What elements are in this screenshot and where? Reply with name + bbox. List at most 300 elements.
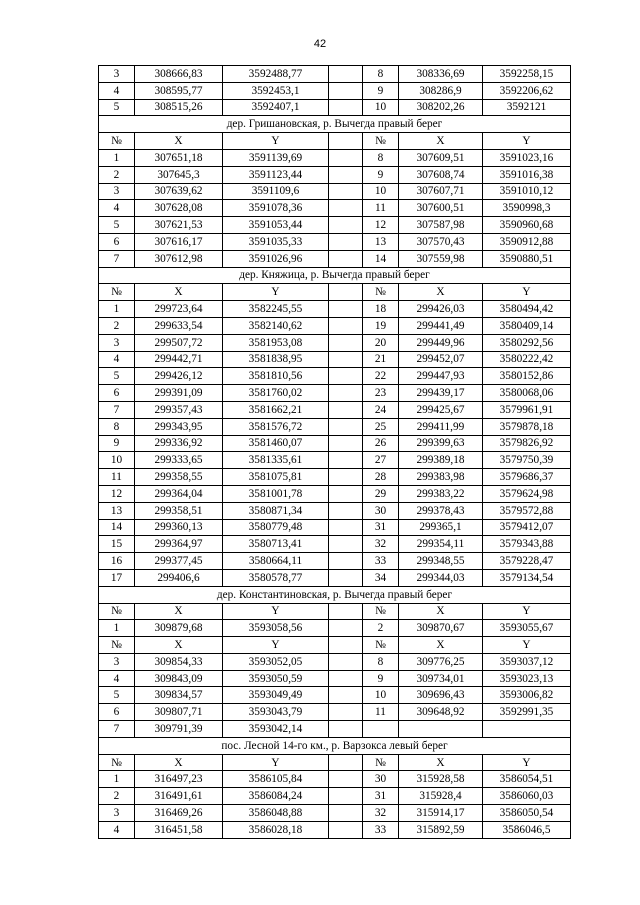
table-cell: 3592488,77	[223, 66, 329, 83]
table-cell: 2	[363, 620, 399, 637]
table-row	[99, 788, 571, 805]
table-cell: 3586084,24	[223, 788, 329, 805]
table-cell: 17	[99, 569, 135, 586]
table-cell: 3591109,6	[223, 183, 329, 200]
table-header-row	[99, 284, 571, 301]
table-cell	[329, 317, 363, 334]
table-cell	[329, 821, 363, 838]
section-title: дер. Константиновская, р. Вычегда правый берег	[99, 586, 571, 603]
table-cell: 315892,59	[399, 821, 483, 838]
table-cell: 14	[363, 250, 399, 267]
table-cell: 22	[363, 368, 399, 385]
table-cell	[329, 553, 363, 570]
table-cell	[399, 721, 483, 738]
table-cell: 3591026,96	[223, 250, 329, 267]
table-cell: 3593055,67	[483, 620, 571, 637]
section-title-row	[99, 737, 571, 754]
table-row	[99, 519, 571, 536]
table-cell: 34	[363, 569, 399, 586]
table-cell: 3580578,77	[223, 569, 329, 586]
table-cell: 10	[363, 99, 399, 116]
table-cell: 3591123,44	[223, 166, 329, 183]
table-cell: 12	[363, 217, 399, 234]
table-cell: 3593050,59	[223, 670, 329, 687]
table-cell: 2	[99, 166, 135, 183]
table-cell: 307600,51	[399, 200, 483, 217]
table-cell: 13	[99, 502, 135, 519]
header-cell: X	[399, 754, 483, 771]
table-cell: 3581810,56	[223, 368, 329, 385]
table-row	[99, 166, 571, 183]
table-cell: 3582140,62	[223, 317, 329, 334]
table-cell: 3579343,88	[483, 536, 571, 553]
table-cell: 299449,96	[399, 334, 483, 351]
table-cell: 16	[99, 553, 135, 570]
table-cell: 5	[99, 368, 135, 385]
table-cell: 299358,51	[135, 502, 223, 519]
table-cell	[329, 502, 363, 519]
table-cell: 3	[99, 334, 135, 351]
table-cell: 21	[363, 351, 399, 368]
header-cell: X	[399, 284, 483, 301]
table-cell: 299365,1	[399, 519, 483, 536]
table-header-row	[99, 133, 571, 150]
table-cell	[329, 217, 363, 234]
table-cell: 299507,72	[135, 334, 223, 351]
table-cell: 5	[99, 687, 135, 704]
table-cell	[329, 66, 363, 83]
table-cell: 30	[363, 502, 399, 519]
table-cell: 3592453,1	[223, 82, 329, 99]
table-cell: 3579134,54	[483, 569, 571, 586]
table-header-row	[99, 754, 571, 771]
table-row	[99, 687, 571, 704]
table-cell: 3590880,51	[483, 250, 571, 267]
table-row	[99, 351, 571, 368]
section-title-row	[99, 586, 571, 603]
table-row	[99, 553, 571, 570]
table-cell: 3579826,92	[483, 435, 571, 452]
table-cell: 4	[99, 351, 135, 368]
table-cell: 23	[363, 385, 399, 402]
table-cell: 309834,57	[135, 687, 223, 704]
table-cell: 6	[99, 233, 135, 250]
table-cell: 9	[99, 435, 135, 452]
table-cell	[329, 704, 363, 721]
table-cell: 8	[363, 66, 399, 83]
table-cell: 3586028,18	[223, 821, 329, 838]
table-cell: 307570,43	[399, 233, 483, 250]
table-row	[99, 485, 571, 502]
table-row	[99, 721, 571, 738]
table-cell	[329, 788, 363, 805]
table-cell: 308595,77	[135, 82, 223, 99]
table-cell: 3579572,88	[483, 502, 571, 519]
table-cell	[329, 805, 363, 822]
table-cell: 3581075,81	[223, 469, 329, 486]
table-cell: 3579412,07	[483, 519, 571, 536]
table-cell: 315914,17	[399, 805, 483, 822]
table-cell: 28	[363, 469, 399, 486]
table-cell: 8	[99, 418, 135, 435]
header-cell: №	[363, 637, 399, 654]
table-cell	[363, 721, 399, 738]
table-cell: 3590960,68	[483, 217, 571, 234]
table-cell: 14	[99, 519, 135, 536]
table-cell: 3579750,39	[483, 452, 571, 469]
table-row	[99, 233, 571, 250]
table-cell: 3	[99, 66, 135, 83]
table-cell: 3586054,51	[483, 771, 571, 788]
table-cell: 3592407,1	[223, 99, 329, 116]
table-cell	[329, 99, 363, 116]
table-cell: 32	[363, 536, 399, 553]
table-cell	[329, 485, 363, 502]
header-cell: №	[99, 133, 135, 150]
table-cell: 307651,18	[135, 149, 223, 166]
table-row	[99, 385, 571, 402]
header-cell: Y	[483, 133, 571, 150]
table-cell: 1	[99, 620, 135, 637]
table-cell: 309879,68	[135, 620, 223, 637]
table-cell: 3586060,03	[483, 788, 571, 805]
table-cell	[329, 250, 363, 267]
table-cell: 3593037,12	[483, 653, 571, 670]
table-cell: 9	[363, 166, 399, 183]
table-row	[99, 99, 571, 116]
table-cell: 299439,17	[399, 385, 483, 402]
table-cell: 29	[363, 485, 399, 502]
header-cell: X	[399, 637, 483, 654]
header-cell: X	[135, 754, 223, 771]
table-cell: 26	[363, 435, 399, 452]
header-cell: X	[135, 603, 223, 620]
table-cell: 1	[99, 771, 135, 788]
table-cell	[329, 166, 363, 183]
table-cell: 3591035,33	[223, 233, 329, 250]
table-cell: 299452,07	[399, 351, 483, 368]
table-cell	[329, 82, 363, 99]
table-cell: 3593052,05	[223, 653, 329, 670]
table-cell: 307639,62	[135, 183, 223, 200]
table-cell: 3581001,78	[223, 485, 329, 502]
table-cell: 3592206,62	[483, 82, 571, 99]
table-row	[99, 317, 571, 334]
table-cell: 308286,9	[399, 82, 483, 99]
table-row	[99, 670, 571, 687]
table-cell	[329, 183, 363, 200]
table-cell	[329, 620, 363, 637]
table-cell: 3	[99, 653, 135, 670]
table-cell: 299383,22	[399, 485, 483, 502]
table-cell: 299391,09	[135, 385, 223, 402]
table-cell: 5	[99, 217, 135, 234]
header-cell: Y	[483, 603, 571, 620]
table-cell: 3580871,34	[223, 502, 329, 519]
table-cell: 299723,64	[135, 301, 223, 318]
table-cell: 3586048,88	[223, 805, 329, 822]
table-row	[99, 469, 571, 486]
table-cell: 3581460,07	[223, 435, 329, 452]
table-cell: 3579686,37	[483, 469, 571, 486]
table-row	[99, 704, 571, 721]
header-cell: X	[135, 637, 223, 654]
header-cell: X	[135, 284, 223, 301]
table-cell	[329, 469, 363, 486]
table-cell	[329, 771, 363, 788]
table-row	[99, 200, 571, 217]
table-cell: 309791,39	[135, 721, 223, 738]
header-cell: Y	[483, 637, 571, 654]
header-cell: X	[399, 603, 483, 620]
table-row	[99, 771, 571, 788]
table-cell: 3580494,42	[483, 301, 571, 318]
table-cell: 307628,08	[135, 200, 223, 217]
table-cell	[329, 233, 363, 250]
table-row	[99, 183, 571, 200]
table-cell: 3580779,48	[223, 519, 329, 536]
table-cell	[329, 687, 363, 704]
header-cell: №	[99, 637, 135, 654]
table-cell	[329, 334, 363, 351]
table-cell: 2	[99, 788, 135, 805]
table-cell: 3580409,14	[483, 317, 571, 334]
table-cell: 1	[99, 301, 135, 318]
table-cell: 4	[99, 821, 135, 838]
table-cell: 308515,26	[135, 99, 223, 116]
table-row	[99, 217, 571, 234]
header-cell: №	[99, 284, 135, 301]
table-cell	[329, 653, 363, 670]
table-cell	[329, 670, 363, 687]
page-number: 42	[313, 38, 327, 50]
table-cell: 299411,99	[399, 418, 483, 435]
section-title-row	[99, 116, 571, 133]
table-cell: 299406,6	[135, 569, 223, 586]
table-cell: 31	[363, 788, 399, 805]
table-cell: 299364,04	[135, 485, 223, 502]
table-cell: 8	[363, 653, 399, 670]
table-cell: 3591010,12	[483, 183, 571, 200]
table-cell	[329, 368, 363, 385]
table-cell: 11	[363, 200, 399, 217]
table-cell: 3579228,47	[483, 553, 571, 570]
section-title-row	[99, 267, 571, 284]
header-cell: Y	[223, 603, 329, 620]
table-cell: 315928,58	[399, 771, 483, 788]
table-cell: 299364,97	[135, 536, 223, 553]
table-row	[99, 401, 571, 418]
table-row	[99, 82, 571, 99]
table-cell: 7	[99, 401, 135, 418]
table-cell: 299633,54	[135, 317, 223, 334]
table-cell: 307609,51	[399, 149, 483, 166]
header-cell	[329, 754, 363, 771]
table-cell: 299426,12	[135, 368, 223, 385]
table-cell: 3593006,82	[483, 687, 571, 704]
header-cell: X	[135, 133, 223, 150]
table-cell: 299336,92	[135, 435, 223, 452]
table-cell: 3581953,08	[223, 334, 329, 351]
section-title: дер. Гришановская, р. Вычегда правый берег	[99, 116, 571, 133]
table-cell: 6	[99, 385, 135, 402]
table-cell	[329, 569, 363, 586]
table-cell: 7	[99, 250, 135, 267]
header-cell: №	[363, 754, 399, 771]
table-cell: 4	[99, 82, 135, 99]
table-cell: 18	[363, 301, 399, 318]
table-row	[99, 250, 571, 267]
table-cell: 299442,71	[135, 351, 223, 368]
table-row	[99, 653, 571, 670]
table-row	[99, 301, 571, 318]
table-cell	[329, 536, 363, 553]
table-cell: 309648,92	[399, 704, 483, 721]
table-cell: 307608,74	[399, 166, 483, 183]
table-cell: 3581760,02	[223, 385, 329, 402]
table-cell: 308666,83	[135, 66, 223, 83]
table-cell: 3581662,21	[223, 401, 329, 418]
table-cell	[329, 721, 363, 738]
table-cell: 25	[363, 418, 399, 435]
header-cell	[329, 284, 363, 301]
table-cell: 299358,55	[135, 469, 223, 486]
table-cell: 3591016,38	[483, 166, 571, 183]
table-cell: 10	[363, 183, 399, 200]
table-cell: 4	[99, 670, 135, 687]
table-cell: 299441,49	[399, 317, 483, 334]
table-cell: 1	[99, 149, 135, 166]
table-cell: 308202,26	[399, 99, 483, 116]
table-cell	[329, 418, 363, 435]
table-cell: 316491,61	[135, 788, 223, 805]
table-cell: 4	[99, 200, 135, 217]
header-cell: №	[363, 284, 399, 301]
header-cell: Y	[483, 284, 571, 301]
table-cell: 13	[363, 233, 399, 250]
table-cell: 309807,71	[135, 704, 223, 721]
table-cell: 307645,3	[135, 166, 223, 183]
table-cell: 3586105,84	[223, 771, 329, 788]
table-cell: 3579961,91	[483, 401, 571, 418]
table-cell: 3586050,54	[483, 805, 571, 822]
header-cell: №	[99, 603, 135, 620]
table-row	[99, 435, 571, 452]
table-cell: 299333,65	[135, 452, 223, 469]
table-cell: 309854,33	[135, 653, 223, 670]
table-cell: 11	[363, 704, 399, 721]
header-cell: №	[363, 133, 399, 150]
table-cell: 307559,98	[399, 250, 483, 267]
table-cell: 3581838,95	[223, 351, 329, 368]
table-cell: 3581335,61	[223, 452, 329, 469]
table-cell: 3593043,79	[223, 704, 329, 721]
table-cell: 315928,4	[399, 788, 483, 805]
table-cell: 6	[99, 704, 135, 721]
table-row	[99, 149, 571, 166]
table-cell: 299377,45	[135, 553, 223, 570]
table-cell: 309696,43	[399, 687, 483, 704]
header-cell	[329, 603, 363, 620]
table-row	[99, 620, 571, 637]
table-cell: 7	[99, 721, 135, 738]
table-cell: 309870,67	[399, 620, 483, 637]
table-cell: 299399,63	[399, 435, 483, 452]
table-cell: 10	[99, 452, 135, 469]
table-cell: 316451,58	[135, 821, 223, 838]
table-cell: 3586046,5	[483, 821, 571, 838]
table-cell: 11	[99, 469, 135, 486]
table-cell: 19	[363, 317, 399, 334]
table-cell	[329, 385, 363, 402]
table-cell: 299389,18	[399, 452, 483, 469]
table-cell: 3593049,49	[223, 687, 329, 704]
table-cell: 9	[363, 82, 399, 99]
table-cell: 3580292,56	[483, 334, 571, 351]
header-cell: №	[99, 754, 135, 771]
table-cell: 3580222,42	[483, 351, 571, 368]
table-cell: 32	[363, 805, 399, 822]
table-row	[99, 66, 571, 83]
table-cell: 8	[363, 149, 399, 166]
header-cell: Y	[223, 133, 329, 150]
table-row	[99, 821, 571, 838]
table-cell: 33	[363, 553, 399, 570]
table-cell	[329, 200, 363, 217]
table-row	[99, 334, 571, 351]
table-cell: 3593023,13	[483, 670, 571, 687]
table-cell: 299360,13	[135, 519, 223, 536]
table-row	[99, 569, 571, 586]
header-cell	[329, 637, 363, 654]
table-cell: 307612,98	[135, 250, 223, 267]
table-cell	[329, 149, 363, 166]
table-cell: 3582245,55	[223, 301, 329, 318]
table-cell: 9	[363, 670, 399, 687]
header-cell: Y	[223, 754, 329, 771]
table-cell: 3591139,69	[223, 149, 329, 166]
table-row	[99, 368, 571, 385]
header-cell: Y	[483, 754, 571, 771]
section-title: пос. Лесной 14-го км., р. Варзокса левый берег	[99, 737, 571, 754]
table-cell: 5	[99, 99, 135, 116]
table-cell: 30	[363, 771, 399, 788]
table-cell: 10	[363, 687, 399, 704]
table-cell: 299344,03	[399, 569, 483, 586]
header-cell: Y	[223, 637, 329, 654]
table-cell: 3591053,44	[223, 217, 329, 234]
table-cell	[329, 519, 363, 536]
table-cell: 299343,95	[135, 418, 223, 435]
coordinates-table	[98, 65, 571, 839]
table-cell: 3592258,15	[483, 66, 571, 83]
table-cell: 3580664,11	[223, 553, 329, 570]
table-header-row	[99, 637, 571, 654]
table-row	[99, 418, 571, 435]
table-cell: 27	[363, 452, 399, 469]
table-cell: 3593042,14	[223, 721, 329, 738]
table-cell	[329, 351, 363, 368]
table-cell: 3592991,35	[483, 704, 571, 721]
header-cell	[329, 133, 363, 150]
table-cell: 299357,43	[135, 401, 223, 418]
table-cell: 3579624,98	[483, 485, 571, 502]
table-cell: 3591023,16	[483, 149, 571, 166]
table-cell: 307621,53	[135, 217, 223, 234]
table-cell: 308336,69	[399, 66, 483, 83]
table-cell: 3590912,88	[483, 233, 571, 250]
table-row	[99, 536, 571, 553]
